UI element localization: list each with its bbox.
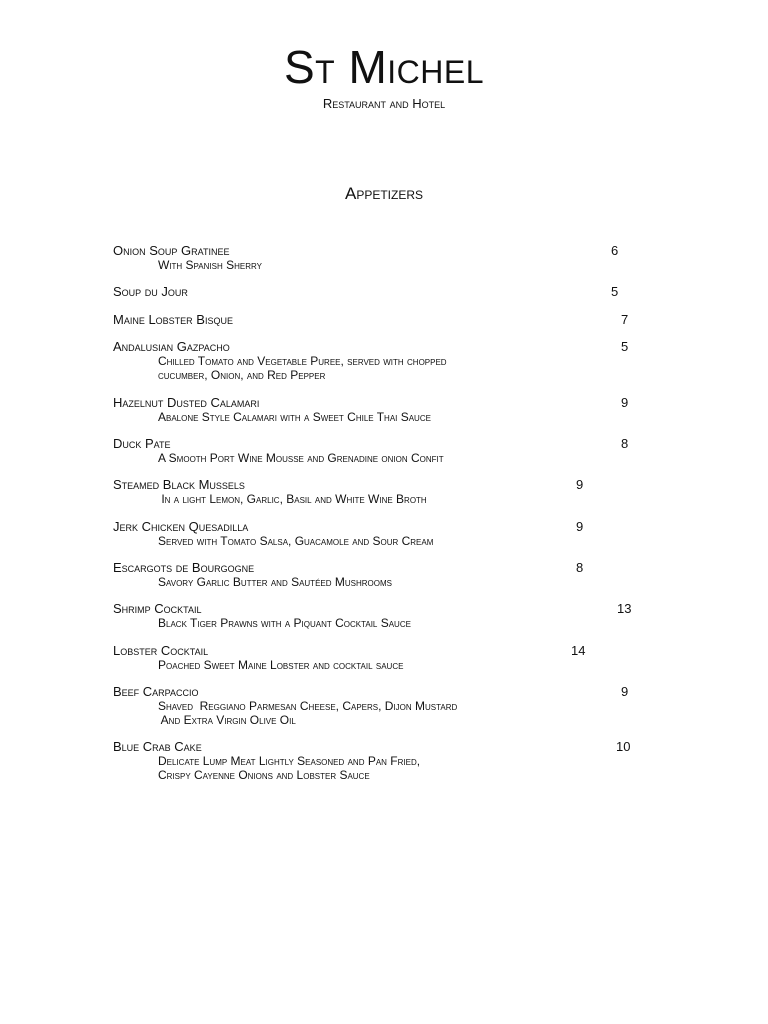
item-price: 8	[621, 436, 629, 451]
item-name: Hazelnut Dusted Calamari	[113, 395, 260, 410]
header	[0, 40, 768, 112]
item-description: And Extra Virgin Olive Oil	[158, 713, 296, 727]
item-price: 10	[616, 739, 631, 754]
menu-item	[113, 685, 653, 727]
item-description: Black Tiger Prawns with a Piquant Cocktail Sauce	[158, 616, 411, 630]
restaurant-subtitle: Restaurant and Hotel	[322, 96, 446, 111]
item-price: 9	[576, 477, 584, 492]
item-price: 6	[611, 243, 619, 258]
item-description: Savory Garlic Butter and Sautéed Mushrooms	[158, 575, 392, 589]
item-price: 5	[621, 339, 629, 354]
item-description: With Spanish Sherry	[158, 258, 262, 272]
item-name: Soup du Jour	[113, 284, 188, 299]
item-description: Poached Sweet Maine Lobster and cocktail sauce	[158, 658, 404, 672]
menu-item	[113, 285, 653, 299]
menu-item	[113, 437, 653, 465]
item-description: Chilled Tomato and Vegetable Puree, served with chopped	[158, 354, 447, 368]
menu-item	[113, 644, 653, 672]
menu-item	[113, 478, 653, 506]
item-description: Abalone Style Calamari with a Sweet Chile Thai Sauce	[158, 410, 431, 424]
item-price: 9	[576, 519, 584, 534]
item-name: Jerk Chicken Quesadilla	[113, 519, 249, 534]
item-name: Onion Soup Gratinee	[113, 243, 230, 258]
section-title: Appetizers	[344, 184, 424, 203]
item-price: 9	[621, 395, 629, 410]
item-price: 5	[611, 284, 619, 299]
item-description: cucumber, Onion, and Red Pepper	[158, 368, 326, 382]
item-price: 7	[621, 312, 629, 327]
menu-item	[113, 602, 653, 630]
menu-item	[113, 396, 653, 424]
item-description: Crispy Cayenne Onions and Lobster Sauce	[158, 768, 370, 782]
menu-item	[113, 313, 653, 327]
item-description: A Smooth Port Wine Mousse and Grenadine onion Confit	[158, 451, 444, 465]
item-price: 13	[617, 601, 632, 616]
item-description: In a light Lemon, Garlic, Basil and White Wine Broth	[158, 492, 427, 506]
menu-item	[113, 561, 653, 589]
item-name: Steamed Black Mussels	[113, 477, 245, 492]
item-description: Shaved Reggiano Parmesan Cheese, Capers, Dijon Mustard	[158, 699, 458, 713]
item-name: Duck Pate	[113, 436, 171, 451]
item-price: 14	[571, 643, 586, 658]
item-name: Lobster Cocktail	[113, 643, 209, 658]
item-price: 8	[576, 560, 584, 575]
item-price: 9	[621, 684, 629, 699]
item-name: Beef Carpaccio	[113, 684, 199, 699]
restaurant-title: St Michel	[283, 41, 485, 93]
item-description: Served with Tomato Salsa, Guacamole and Sour Cream	[158, 534, 434, 548]
item-name: Maine Lobster Bisque	[113, 312, 233, 327]
item-description: Delicate Lump Meat Lightly Seasoned and Pan Fried,	[158, 754, 421, 768]
item-name: Andalusian Gazpacho	[113, 339, 230, 354]
menu-item	[113, 740, 653, 782]
menu-item	[113, 340, 653, 382]
item-name: Escargots de Bourgogne	[113, 560, 255, 575]
item-name: Blue Crab Cake	[113, 739, 202, 754]
menu-item	[113, 244, 653, 272]
menu-item	[113, 520, 653, 548]
item-name: Shrimp Cocktail	[113, 601, 202, 616]
